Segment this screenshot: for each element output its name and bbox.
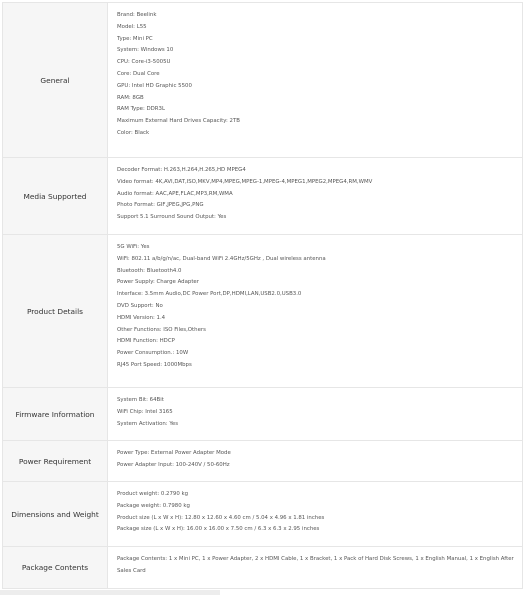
spec-value: HDMI Function: HDCP bbox=[117, 338, 175, 345]
spec-value: Package Contents: 1 x Mini PC, 1 x Power Adapter, 2 x HDMI Cable, 1 x Bracket, 1 x Pack of Hard Disk Screws, 1 x English Manual, 1 x English After Sales Card bbox=[117, 556, 514, 574]
spec-value: Other Functions: ISO Files,Others bbox=[117, 326, 206, 333]
spec-value: RAM Type: DDR3L bbox=[117, 106, 165, 113]
spec-value: Core: Dual Core bbox=[117, 70, 160, 77]
spec-value: Photo Format: GIF,JPEG,JPG,PNG bbox=[117, 202, 204, 209]
spec-value: Package size (L x W x H): 16.00 x 16.00 x 7.50 cm / 6.3 x 6.3 x 2.95 inches bbox=[117, 526, 320, 533]
spec-value: Maximum External Hard Drives Capacity: 2TB bbox=[117, 118, 240, 125]
spec-values bbox=[108, 158, 522, 234]
spec-row-dimensions-and-weight bbox=[3, 482, 522, 547]
spec-row-media-supported bbox=[3, 158, 522, 235]
spec-value: CPU: Core-i3-5005U bbox=[117, 59, 171, 66]
spec-value: Product size (L x W x H): 12.80 x 12.60 x 4.60 cm / 5.04 x 4.96 x 1.81 inches bbox=[117, 514, 325, 521]
spec-value: Color: Black bbox=[117, 129, 150, 136]
spec-value: Type: Mini PC bbox=[117, 35, 153, 42]
spec-value: System Bit: 64Bit bbox=[117, 397, 164, 403]
spec-value: Package weight: 0.7980 kg bbox=[117, 502, 190, 509]
spec-values bbox=[108, 441, 522, 481]
spec-label: Dimensions and Weight bbox=[3, 482, 108, 546]
spec-value: WiFi Chip: Intel 3165 bbox=[117, 408, 173, 415]
spec-values bbox=[108, 482, 522, 546]
spec-value: Audio format: AAC,APE,FLAC,MP3,RM,WMA bbox=[117, 190, 233, 197]
spec-value: Power Type: External Power Adapter Mode bbox=[117, 450, 231, 456]
spec-value: WiFi: 802.11 a/b/g/n/ac, Dual-band WiFi 2.4GHz/5GHz , Dual wireless antenna bbox=[117, 255, 326, 262]
spec-label: Media Supported bbox=[3, 158, 108, 234]
spec-value: Power Adapter Input: 100-240V / 50-60Hz bbox=[117, 461, 230, 468]
spec-label: General bbox=[3, 3, 108, 157]
spec-label: Firmware Information bbox=[3, 388, 108, 440]
spec-label: Power Requirement bbox=[3, 441, 108, 481]
spec-value: DVD Support: No bbox=[117, 302, 163, 309]
spec-value: Interface: 3.5mm Audio,DC Power Port,DP,HDMI,LAN,USB2.0,USB3.0 bbox=[117, 291, 302, 298]
spec-values bbox=[108, 3, 522, 157]
spec-value: Model: L55 bbox=[117, 23, 147, 30]
spec-value: System Activation: Yes bbox=[117, 420, 179, 427]
spec-values bbox=[108, 235, 522, 387]
spec-value: System: Windows 10 bbox=[117, 47, 174, 54]
spec-row-general bbox=[3, 3, 522, 158]
spec-value: Video format: 4K,AVI,DAT,ISO,MKV,MP4,MPEG,MPEG-1,MPEG-4,MPEG1,MPEG2,MPEG4,RM,WMV bbox=[117, 178, 373, 185]
spec-value: Product weight: 0.2790 kg bbox=[117, 491, 189, 497]
spec-value: HDMI Version: 1.4 bbox=[117, 314, 166, 321]
spec-row-product-details bbox=[3, 235, 522, 388]
spec-value: GPU: Intel HD Graphic 5500 bbox=[117, 82, 192, 89]
spec-value: RAM: 8GB bbox=[117, 94, 144, 101]
horizontal-scrollbar[interactable] bbox=[0, 590, 220, 595]
spec-value: 5G WiFi: Yes bbox=[117, 244, 150, 250]
spec-values bbox=[108, 547, 522, 588]
spec-value: Support 5.1 Surround Sound Output: Yes bbox=[117, 214, 227, 221]
spec-value: RJ45 Port Speed: 1000Mbps bbox=[117, 361, 192, 368]
spec-label: Package Contents bbox=[3, 547, 108, 588]
spec-value: Bluetooth: Bluetooth4.0 bbox=[117, 267, 182, 274]
spec-value: Brand: Beelink bbox=[117, 12, 157, 18]
specifications-table bbox=[2, 2, 523, 589]
spec-value: Decoder Format: H.263,H.264,H.265,HD MPEG4 bbox=[117, 167, 246, 173]
spec-row-power-requirement bbox=[3, 441, 522, 482]
spec-row-package-contents bbox=[3, 547, 522, 588]
spec-value: Power Consumption.: 10W bbox=[117, 350, 189, 357]
spec-row-firmware-information bbox=[3, 388, 522, 441]
spec-label: Product Details bbox=[3, 235, 108, 387]
spec-values bbox=[108, 388, 522, 440]
spec-value: Power Supply: Charge Adapter bbox=[117, 279, 199, 286]
